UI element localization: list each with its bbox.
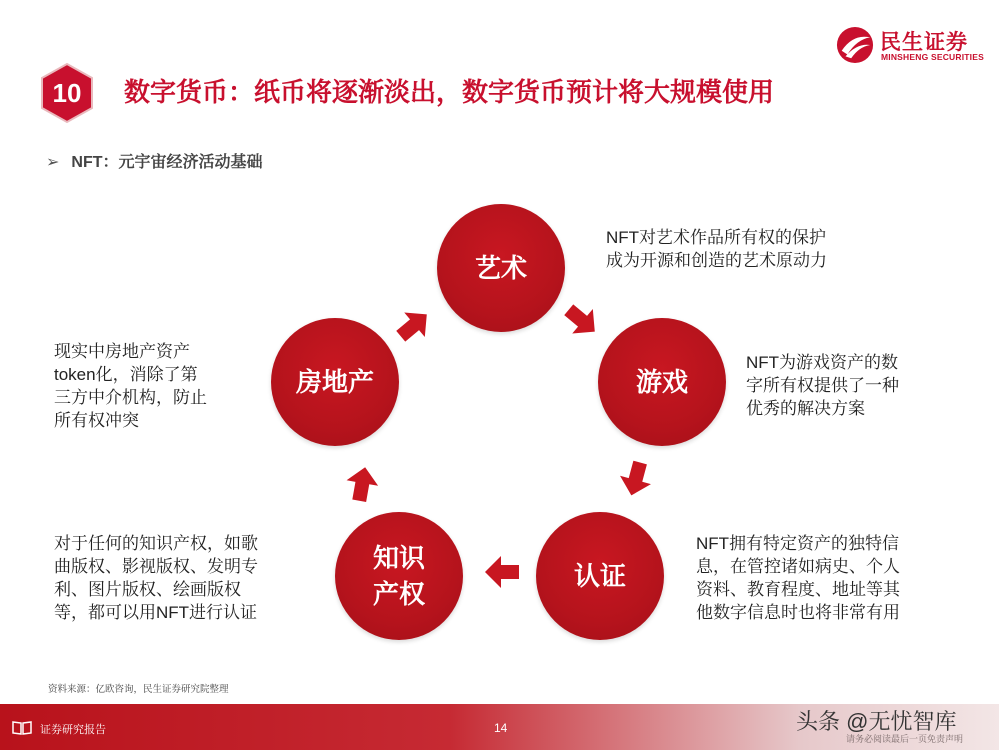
desc-art-line: 成为开源和创造的艺术原动力 — [606, 251, 827, 270]
watermark: 头条 @无忧智库 — [796, 709, 957, 734]
desc-auth-line: 他数字信息时也将非常有用 — [696, 603, 900, 622]
circle-auth-label: 认证 — [573, 561, 626, 591]
circle-ip-label-line2: 产权 — [372, 579, 425, 609]
arrow-icon-game-to-auth — [616, 458, 656, 499]
desc-ip-line: 等，都可以用NFT进行认证 — [54, 603, 258, 622]
footer-disclaimer: 请务必阅读最后一页免责声明 — [846, 734, 964, 744]
desc-ip-line: 利、图片版权、绘画版权 — [54, 580, 241, 599]
logo-chinese-name: 民生证券 — [880, 31, 968, 54]
footer-bar — [0, 704, 999, 750]
minsheng-logo-icon — [836, 26, 874, 64]
desc-realestate-line: token化，消除了第 — [54, 365, 198, 384]
minsheng-logo — [836, 26, 986, 66]
desc-ip-line: 曲版权、影视版权、发明专 — [54, 557, 258, 576]
desc-game-line: NFT为游戏资产的数 — [746, 353, 899, 372]
desc-game-line: 优秀的解决方案 — [746, 399, 865, 418]
bullet-subtitle — [46, 149, 263, 172]
circle-realestate — [271, 318, 399, 446]
desc-realestate-line: 三方中介机构，防止 — [54, 388, 207, 407]
source-note: 资料来源：亿欧咨询，民生证券研究院整理 — [48, 684, 229, 695]
desc-realestate — [54, 340, 207, 432]
arrow-icon-auth-to-ip — [485, 556, 519, 588]
circle-game-label: 游戏 — [635, 367, 688, 397]
circle-art-label: 艺术 — [474, 253, 527, 283]
page-title: 数字货币：纸币将逐渐淡出，数字货币预计将大规模使用 — [124, 77, 775, 107]
bullet-arrow-icon: ➢ — [46, 154, 60, 171]
desc-art-line: NFT对艺术作品所有权的保护 — [606, 228, 827, 247]
page-number: 14 — [494, 721, 508, 735]
desc-art — [606, 226, 827, 272]
section-number-badge — [36, 62, 98, 124]
circle-auth — [536, 512, 664, 640]
book-icon — [12, 721, 32, 735]
circle-art — [437, 204, 565, 332]
desc-auth-line: 息，在管控诸如病史、个人 — [696, 557, 900, 576]
footer-report-label: 证券研究报告 — [40, 724, 106, 736]
desc-auth — [696, 532, 900, 624]
desc-game-line: 字所有权提供了一种 — [746, 376, 899, 395]
bullet-text: NFT：元宇宙经济活动基础 — [71, 154, 263, 171]
section-number: 10 — [52, 78, 82, 108]
circle-ip — [335, 512, 463, 640]
logo-english-name: MINSHENG SECURITIES — [881, 52, 984, 62]
arrow-icon-ip-to-realestate — [343, 464, 380, 503]
desc-auth-line: NFT拥有特定资产的独特信 — [696, 534, 900, 553]
circle-ip-label-line1: 知识 — [372, 543, 425, 573]
desc-auth-line: 资料、教育程度、地址等其 — [696, 580, 900, 599]
desc-ip-line: 对于任何的知识产权，如歌 — [54, 534, 258, 553]
desc-game — [746, 351, 899, 420]
desc-realestate-line: 现实中房地产资产 — [54, 342, 190, 361]
circle-game — [598, 318, 726, 446]
desc-realestate-line: 所有权冲突 — [54, 411, 139, 430]
desc-ip — [54, 532, 258, 624]
circle-realestate-label: 房地产 — [295, 367, 374, 397]
